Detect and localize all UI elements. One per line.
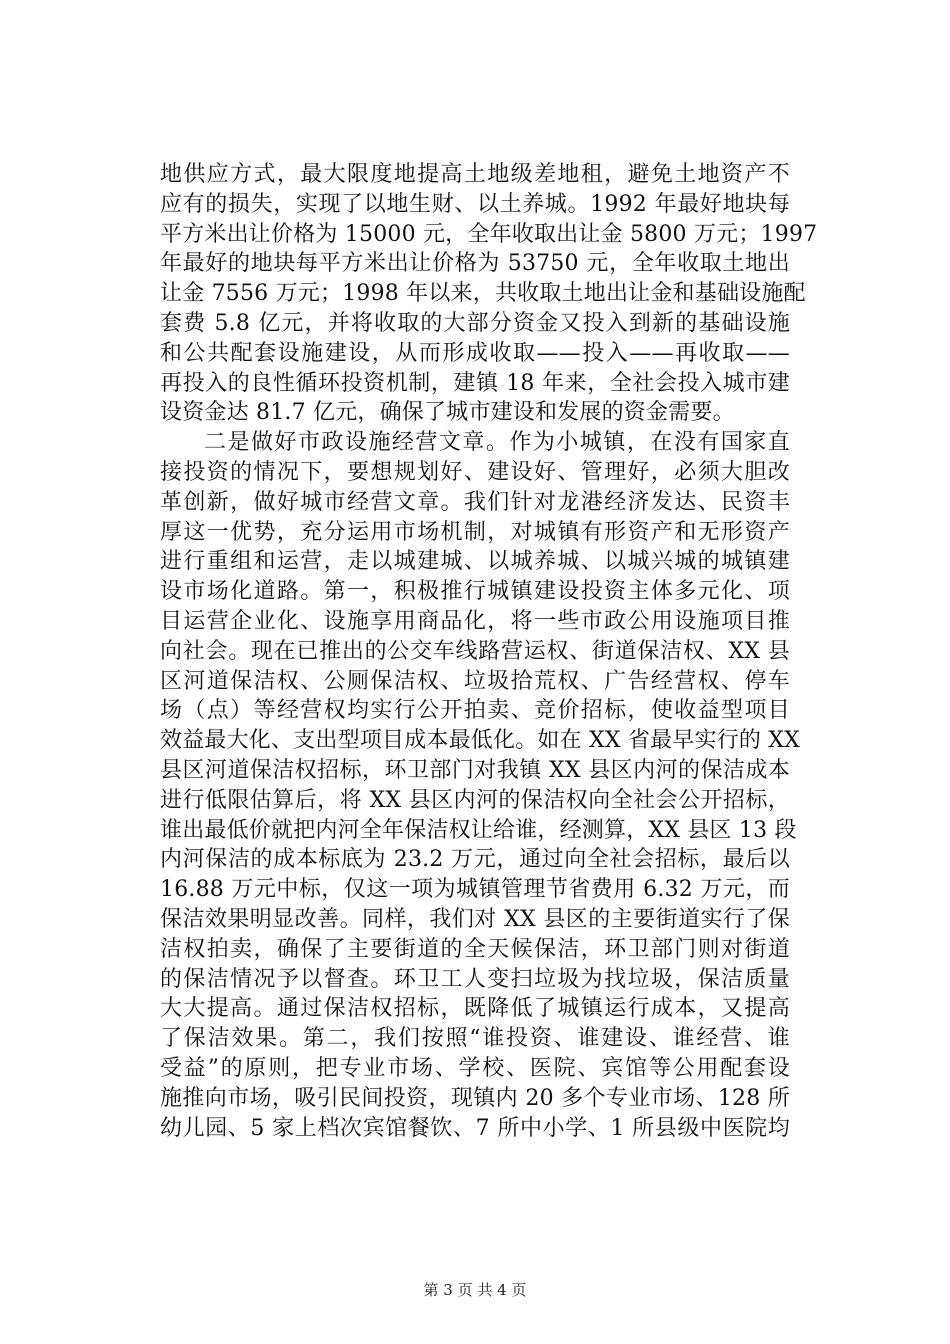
text-line: 洁权拍卖，确保了主要街道的全天候保洁，环卫部门则对街道	[160, 936, 790, 962]
text-line: 让金 7556 万元；1998 年以来，共收取土地出让金和基础设施配	[160, 281, 806, 307]
text-line: 套费 5.8 亿元，并将收取的大部分资金又投入到新的基础设施	[160, 310, 790, 336]
text-line: 目运营企业化、设施享用商品化，将一些市政公用设施项目推	[160, 608, 790, 634]
text-line: 和公共配套设施建设，从而形成收取——投入——再收取——	[160, 340, 790, 366]
text-line: 厚这一优势，充分运用市场机制，对城镇有形资产和无形资产	[160, 519, 790, 545]
text-line: 施推向市场，吸引民间投资，现镇内 20 多个专业市场、128 所	[160, 1085, 790, 1111]
text-line: 进行低限估算后，将 XX 县区内河的保洁权向全社会公开招标，	[160, 787, 790, 813]
text-line: 县区河道保洁权招标，环卫部门对我镇 XX 县区内河的保洁成本	[160, 757, 790, 783]
text-line: 谁出最低价就把内河全年保洁权让给谁，经测算，XX 县区 13 段	[160, 817, 797, 843]
page-footer	[0, 1280, 950, 1300]
text-line: 了保洁效果。第二，我们按照“谁投资、谁建设、谁经营、谁	[160, 1026, 790, 1052]
text-line: 区河道保洁权、公厕保洁权、垃圾拾荒权、广告经营权、停车	[160, 668, 790, 694]
body-text	[160, 160, 818, 1143]
text-line: 受益”的原则，把专业市场、学校、医院、宾馆等公用配套设	[160, 1055, 790, 1081]
text-line: 效益最大化、支出型项目成本最低化。如在 XX 省最早实行的 XX	[160, 728, 801, 754]
text-line: 平方米出让价格为 15000 元，全年收取出让金 5800 万元；1997	[160, 221, 818, 247]
text-line: 向社会。现在已推出的公交车线路营运权、街道保洁权、XX 县	[160, 638, 790, 664]
text-line: 幼儿园、5 家上档次宾馆餐饮、7 所中小学、1 所县级中医院均	[160, 1115, 790, 1141]
page-number: 第 3 页 共 4 页	[423, 1281, 527, 1299]
text-line: 保洁效果明显改善。同样，我们对 XX 县区的主要街道实行了保	[160, 906, 790, 932]
text-line: 大大提高。通过保洁权招标，既降低了城镇运行成本，又提高	[160, 996, 790, 1022]
text-line: 革创新，做好城市经营文章。我们针对龙港经济发达、民资丰	[160, 489, 790, 515]
text-line: 设资金达 81.7 亿元，确保了城市建设和发展的资金需要。	[160, 400, 735, 426]
text-line: 年最好的地块每平方米出让价格为 53750 元，全年收取土地出	[160, 251, 790, 277]
text-line: 接投资的情况下，要想规划好、建设好、管理好，必须大胆改	[160, 459, 790, 485]
text-line: 再投入的良性循环投资机制，建镇 18 年来，全社会投入城市建	[160, 370, 790, 396]
text-line: 进行重组和运营，走以城建城、以城养城、以城兴城的城镇建	[160, 549, 790, 575]
text-line: 设市场化道路。第一，积极推行城镇建设投资主体多元化、项	[160, 579, 790, 605]
text-line: 场（点）等经营权均实行公开拍卖、竞价招标，使收益型项目	[160, 698, 790, 724]
text-line: 的保洁情况予以督查。环卫工人变扫垃圾为找垃圾，保洁质量	[160, 966, 790, 992]
paragraph-first-line: 二是做好市政设施经营文章。作为小城镇，在没有国家直	[204, 430, 790, 456]
text-line: 应有的损失，实现了以地生财、以土养城。1992 年最好地块每	[160, 191, 790, 217]
text-line: 内河保洁的成本标底为 23.2 万元，通过向全社会招标，最后以	[160, 847, 790, 873]
text-line: 16.88 万元中标，仅这一项为城镇管理节省费用 6.32 万元，而	[160, 877, 790, 903]
text-line: 地供应方式，最大限度地提高土地级差地租，避免土地资产不	[160, 162, 790, 187]
